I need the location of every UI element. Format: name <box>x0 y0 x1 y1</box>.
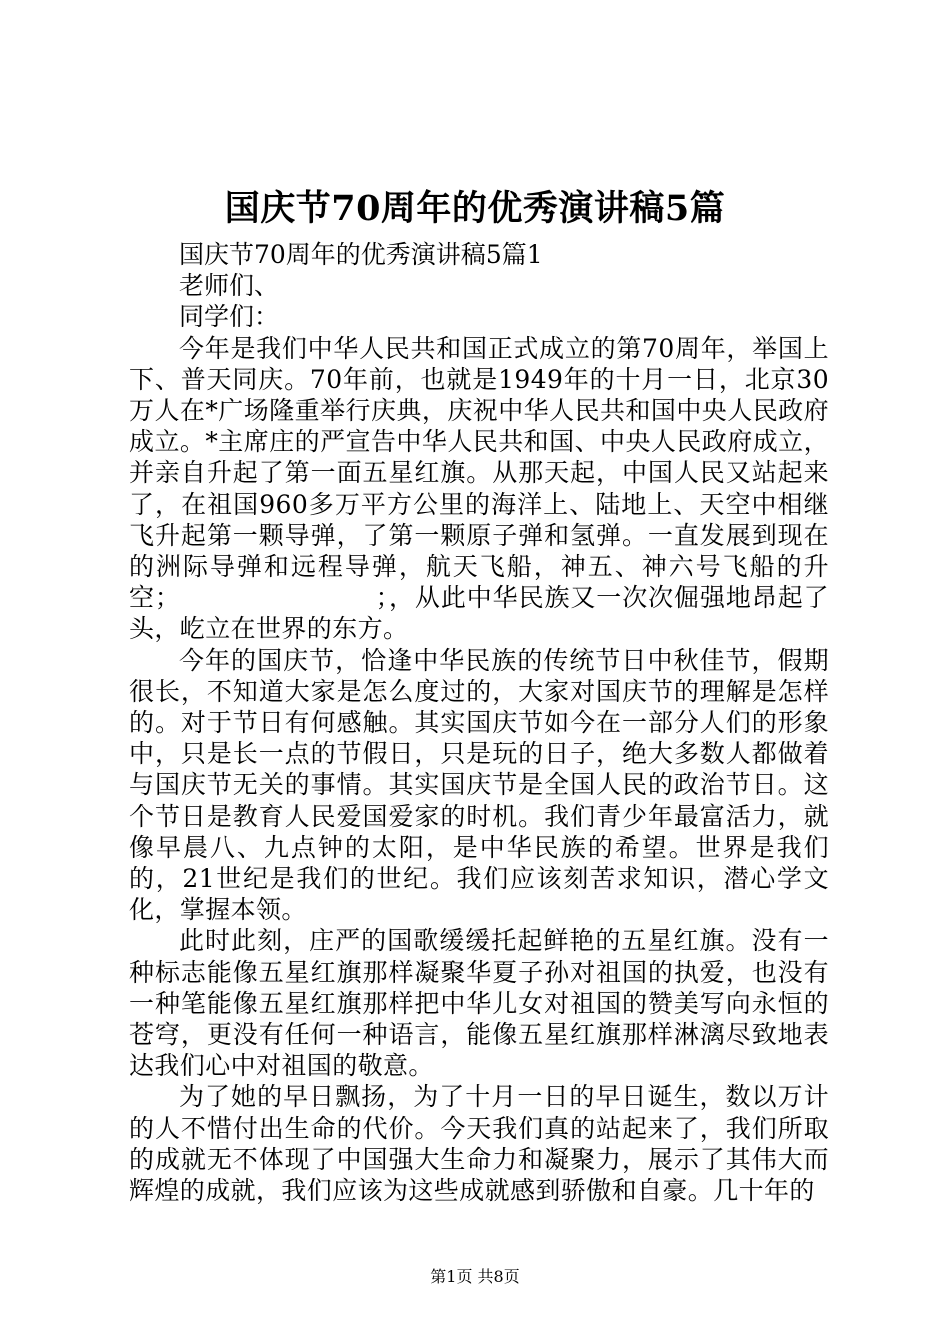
paragraph-4: 为了她的早日飘扬，为了十月一日的早日诞生，数以万计的人不惜付出生命的代价。今天我们真的站起来了，我们所取的成就无不体现了中国强大生命力和凝聚力，展示了其伟大而辉煌的成就，我们应该为这些成就感到骄傲和自豪。几十年的 <box>129 1082 829 1206</box>
paragraph-1: 今年是我们中华人民共和国正式成立的第70周年，举国上下、普天同庆。70年前，也就是1949年的十月一日，北京30万人在*广场隆重举行庆典，庆祝中华人民共和国中央人民政府成立。*主席庄的严宣告中华人民共和国、中央人民政府成立，并亲自升起了第一面五星红旗。从那天起，中国人民又站起来了，在祖国960多万平方公里的海洋上、陆地上、天空中相继飞升起第一颗导弹，了第一颗原子弹和氢弹。一直发展到现在的洲际导弹和远程导弹，航天飞船，神五、神六号飞船的升空； ；，从此中华民族又一次次倔强地昂起了头，屹立在世界的东方。 <box>129 333 829 644</box>
section-subtitle: 国庆节70周年的优秀演讲稿5篇1 <box>179 240 543 269</box>
paragraph-2: 今年的国庆节，恰逢中华民族的传统节日中秋佳节，假期很长，不知道大家是怎么度过的，大家对国庆节的理解是怎样的。对于节日有何感触。其实国庆节如今在一部分人们的形象中，只是长一点的节假日，只是玩的日子，绝大多数人都做着与国庆节无关的事情。其实国庆节是全国人民的政治节日。这个节日是教育人民爱国爱家的时机。我们青少年最富活力，就像早晨八、九点钟的太阳，是中华民族的希望。世界是我们的，21世纪是我们的世纪。我们应该刻苦求知识，潜心学文化，掌握本领。 <box>129 645 829 925</box>
page-number-footer: 第1页 共8页 <box>430 1267 520 1286</box>
document-body <box>129 239 829 1206</box>
salutation-teachers: 老师们、 <box>179 271 280 301</box>
paragraph-3: 此时此刻，庄严的国歌缓缓托起鲜艳的五星红旗。没有一种标志能像五星红旗那样凝聚华夏子孙对祖国的执爱，也没有一种笔能像五星红旗那样把中华儿女对祖国的赞美写向永恒的苍穹，更没有任何一种语言，能像五星红旗那样淋漓尽致地表达我们心中对祖国的敬意。 <box>129 926 829 1081</box>
document-title: 国庆节70周年的优秀演讲稿5篇 <box>224 188 726 229</box>
salutation-students: 同学们： <box>179 302 280 332</box>
